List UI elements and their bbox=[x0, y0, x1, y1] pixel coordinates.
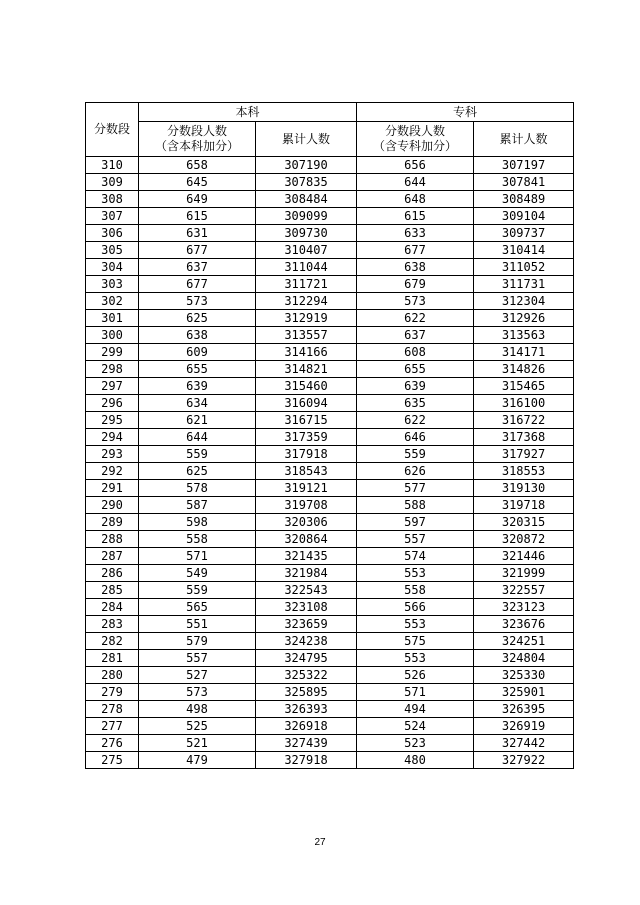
score-cell: 290 bbox=[86, 497, 139, 514]
benke-count-cell: 551 bbox=[139, 616, 256, 633]
table-row bbox=[86, 395, 574, 412]
zhuanke-cumulative-cell: 314826 bbox=[474, 361, 574, 378]
benke-count-cell: 625 bbox=[139, 310, 256, 327]
zhuanke-cumulative-cell: 311731 bbox=[474, 276, 574, 293]
benke-cumulative-cell: 309730 bbox=[256, 225, 357, 242]
zhuanke-count-cell: 494 bbox=[357, 701, 474, 718]
benke-count-cell: 598 bbox=[139, 514, 256, 531]
zhuanke-cumulative-cell: 324251 bbox=[474, 633, 574, 650]
score-column-header: 分数段 bbox=[86, 103, 139, 157]
benke-count-cell: 615 bbox=[139, 208, 256, 225]
zhuanke-cumulative-cell: 307197 bbox=[474, 157, 574, 174]
benke-cumulative-cell: 326393 bbox=[256, 701, 357, 718]
benke-count-cell: 565 bbox=[139, 599, 256, 616]
benke-count-cell: 559 bbox=[139, 446, 256, 463]
zhuanke-count-cell: 577 bbox=[357, 480, 474, 497]
table-header bbox=[86, 103, 574, 157]
zhuanke-count-cell: 679 bbox=[357, 276, 474, 293]
zhuanke-cumulative-cell: 325330 bbox=[474, 667, 574, 684]
benke-cumulative-header: 累计人数 bbox=[256, 122, 357, 157]
benke-count-cell: 549 bbox=[139, 565, 256, 582]
zhuanke-count-cell: 588 bbox=[357, 497, 474, 514]
table-row bbox=[86, 446, 574, 463]
score-cell: 309 bbox=[86, 174, 139, 191]
benke-count-cell: 527 bbox=[139, 667, 256, 684]
table-row bbox=[86, 650, 574, 667]
zhuanke-cumulative-cell: 320315 bbox=[474, 514, 574, 531]
zhuanke-cumulative-cell: 316722 bbox=[474, 412, 574, 429]
table-row bbox=[86, 310, 574, 327]
zhuanke-cumulative-cell: 319718 bbox=[474, 497, 574, 514]
table-body bbox=[86, 157, 574, 769]
zhuanke-count-cell: 524 bbox=[357, 718, 474, 735]
score-cell: 282 bbox=[86, 633, 139, 650]
benke-group-header: 本科 bbox=[139, 103, 357, 122]
score-cell: 300 bbox=[86, 327, 139, 344]
zhuanke-group-header: 专科 bbox=[357, 103, 574, 122]
zhuanke-cumulative-cell: 320872 bbox=[474, 531, 574, 548]
zhuanke-count-cell: 646 bbox=[357, 429, 474, 446]
benke-count-header-line1: 分数段人数 bbox=[166, 124, 227, 138]
table-row bbox=[86, 531, 574, 548]
benke-count-cell: 559 bbox=[139, 582, 256, 599]
score-cell: 308 bbox=[86, 191, 139, 208]
benke-cumulative-cell: 324238 bbox=[256, 633, 357, 650]
benke-count-cell: 645 bbox=[139, 174, 256, 191]
benke-count-cell: 571 bbox=[139, 548, 256, 565]
benke-cumulative-cell: 312294 bbox=[256, 293, 357, 310]
score-cell: 291 bbox=[86, 480, 139, 497]
zhuanke-cumulative-cell: 321446 bbox=[474, 548, 574, 565]
benke-cumulative-cell: 323108 bbox=[256, 599, 357, 616]
zhuanke-cumulative-cell: 317927 bbox=[474, 446, 574, 463]
table-row bbox=[86, 412, 574, 429]
zhuanke-count-cell: 553 bbox=[357, 616, 474, 633]
zhuanke-count-cell: 566 bbox=[357, 599, 474, 616]
table-row bbox=[86, 735, 574, 752]
score-cell: 289 bbox=[86, 514, 139, 531]
score-cell: 279 bbox=[86, 684, 139, 701]
benke-count-cell: 644 bbox=[139, 429, 256, 446]
benke-count-cell: 634 bbox=[139, 395, 256, 412]
zhuanke-count-cell: 635 bbox=[357, 395, 474, 412]
zhuanke-cumulative-cell: 311052 bbox=[474, 259, 574, 276]
score-cell: 310 bbox=[86, 157, 139, 174]
zhuanke-cumulative-cell: 323676 bbox=[474, 616, 574, 633]
table-row bbox=[86, 667, 574, 684]
score-cell: 299 bbox=[86, 344, 139, 361]
table-row bbox=[86, 718, 574, 735]
benke-cumulative-cell: 311721 bbox=[256, 276, 357, 293]
zhuanke-cumulative-cell: 309737 bbox=[474, 225, 574, 242]
zhuanke-cumulative-cell: 321999 bbox=[474, 565, 574, 582]
table-row bbox=[86, 293, 574, 310]
benke-count-cell: 631 bbox=[139, 225, 256, 242]
score-distribution-table bbox=[85, 102, 574, 769]
table-row bbox=[86, 514, 574, 531]
zhuanke-count-cell: 622 bbox=[357, 412, 474, 429]
benke-count-cell: 609 bbox=[139, 344, 256, 361]
score-cell: 296 bbox=[86, 395, 139, 412]
score-cell: 281 bbox=[86, 650, 139, 667]
benke-count-cell: 525 bbox=[139, 718, 256, 735]
zhuanke-count-cell: 608 bbox=[357, 344, 474, 361]
benke-cumulative-cell: 320306 bbox=[256, 514, 357, 531]
benke-count-cell: 649 bbox=[139, 191, 256, 208]
benke-cumulative-cell: 322543 bbox=[256, 582, 357, 599]
zhuanke-cumulative-cell: 326919 bbox=[474, 718, 574, 735]
table-row bbox=[86, 752, 574, 769]
score-cell: 280 bbox=[86, 667, 139, 684]
benke-count-cell: 638 bbox=[139, 327, 256, 344]
zhuanke-count-cell: 553 bbox=[357, 565, 474, 582]
zhuanke-cumulative-cell: 313563 bbox=[474, 327, 574, 344]
table-row bbox=[86, 191, 574, 208]
table-row bbox=[86, 259, 574, 276]
benke-cumulative-cell: 321984 bbox=[256, 565, 357, 582]
benke-cumulative-cell: 309099 bbox=[256, 208, 357, 225]
benke-cumulative-cell: 327439 bbox=[256, 735, 357, 752]
zhuanke-cumulative-cell: 322557 bbox=[474, 582, 574, 599]
table-row bbox=[86, 276, 574, 293]
benke-cumulative-cell: 319708 bbox=[256, 497, 357, 514]
zhuanke-count-cell: 559 bbox=[357, 446, 474, 463]
zhuanke-count-cell: 644 bbox=[357, 174, 474, 191]
zhuanke-cumulative-cell: 312926 bbox=[474, 310, 574, 327]
benke-cumulative-cell: 323659 bbox=[256, 616, 357, 633]
benke-cumulative-cell: 314166 bbox=[256, 344, 357, 361]
score-cell: 295 bbox=[86, 412, 139, 429]
zhuanke-count-cell: 648 bbox=[357, 191, 474, 208]
zhuanke-cumulative-header: 累计人数 bbox=[474, 122, 574, 157]
table-row bbox=[86, 701, 574, 718]
benke-count-cell: 621 bbox=[139, 412, 256, 429]
zhuanke-count-cell: 523 bbox=[357, 735, 474, 752]
score-cell: 275 bbox=[86, 752, 139, 769]
score-cell: 283 bbox=[86, 616, 139, 633]
table-row bbox=[86, 225, 574, 242]
score-cell: 294 bbox=[86, 429, 139, 446]
zhuanke-count-cell: 574 bbox=[357, 548, 474, 565]
benke-cumulative-cell: 313557 bbox=[256, 327, 357, 344]
score-cell: 306 bbox=[86, 225, 139, 242]
benke-count-cell: 557 bbox=[139, 650, 256, 667]
zhuanke-count-cell: 638 bbox=[357, 259, 474, 276]
benke-count-cell: 625 bbox=[139, 463, 256, 480]
zhuanke-count-cell: 639 bbox=[357, 378, 474, 395]
zhuanke-cumulative-cell: 327442 bbox=[474, 735, 574, 752]
zhuanke-count-cell: 553 bbox=[357, 650, 474, 667]
benke-cumulative-cell: 317918 bbox=[256, 446, 357, 463]
zhuanke-count-cell: 575 bbox=[357, 633, 474, 650]
benke-count-cell: 658 bbox=[139, 157, 256, 174]
benke-count-header bbox=[139, 122, 256, 157]
table-row bbox=[86, 378, 574, 395]
score-cell: 284 bbox=[86, 599, 139, 616]
score-cell: 303 bbox=[86, 276, 139, 293]
zhuanke-count-cell: 480 bbox=[357, 752, 474, 769]
score-cell: 286 bbox=[86, 565, 139, 582]
table-row bbox=[86, 582, 574, 599]
page-number: 27 bbox=[314, 837, 326, 848]
benke-count-cell: 637 bbox=[139, 259, 256, 276]
zhuanke-cumulative-cell: 324804 bbox=[474, 650, 574, 667]
benke-count-cell: 655 bbox=[139, 361, 256, 378]
table-row bbox=[86, 208, 574, 225]
benke-cumulative-cell: 316094 bbox=[256, 395, 357, 412]
zhuanke-count-cell: 677 bbox=[357, 242, 474, 259]
benke-count-cell: 639 bbox=[139, 378, 256, 395]
table-row bbox=[86, 463, 574, 480]
benke-cumulative-cell: 327918 bbox=[256, 752, 357, 769]
zhuanke-count-cell: 615 bbox=[357, 208, 474, 225]
benke-count-cell: 479 bbox=[139, 752, 256, 769]
score-cell: 301 bbox=[86, 310, 139, 327]
zhuanke-count-cell: 558 bbox=[357, 582, 474, 599]
benke-cumulative-cell: 325322 bbox=[256, 667, 357, 684]
benke-cumulative-cell: 320864 bbox=[256, 531, 357, 548]
benke-count-cell: 587 bbox=[139, 497, 256, 514]
benke-count-cell: 578 bbox=[139, 480, 256, 497]
zhuanke-count-header-line1: 分数段人数 bbox=[385, 124, 446, 138]
benke-count-cell: 521 bbox=[139, 735, 256, 752]
score-cell: 276 bbox=[86, 735, 139, 752]
zhuanke-count-cell: 637 bbox=[357, 327, 474, 344]
zhuanke-cumulative-cell: 316100 bbox=[474, 395, 574, 412]
zhuanke-count-cell: 557 bbox=[357, 531, 474, 548]
score-cell: 297 bbox=[86, 378, 139, 395]
score-cell: 298 bbox=[86, 361, 139, 378]
benke-cumulative-cell: 307835 bbox=[256, 174, 357, 191]
table-row bbox=[86, 429, 574, 446]
table-row bbox=[86, 548, 574, 565]
zhuanke-cumulative-cell: 309104 bbox=[474, 208, 574, 225]
table-row bbox=[86, 174, 574, 191]
benke-cumulative-cell: 310407 bbox=[256, 242, 357, 259]
benke-cumulative-cell: 315460 bbox=[256, 378, 357, 395]
table-row bbox=[86, 497, 574, 514]
zhuanke-count-cell: 656 bbox=[357, 157, 474, 174]
zhuanke-count-cell: 626 bbox=[357, 463, 474, 480]
score-cell: 288 bbox=[86, 531, 139, 548]
benke-count-cell: 677 bbox=[139, 276, 256, 293]
benke-cumulative-cell: 317359 bbox=[256, 429, 357, 446]
benke-cumulative-cell: 308484 bbox=[256, 191, 357, 208]
zhuanke-count-cell: 526 bbox=[357, 667, 474, 684]
score-cell: 278 bbox=[86, 701, 139, 718]
zhuanke-cumulative-cell: 325901 bbox=[474, 684, 574, 701]
zhuanke-count-cell: 571 bbox=[357, 684, 474, 701]
zhuanke-cumulative-cell: 314171 bbox=[474, 344, 574, 361]
score-cell: 287 bbox=[86, 548, 139, 565]
table-row bbox=[86, 361, 574, 378]
score-cell: 304 bbox=[86, 259, 139, 276]
table-row bbox=[86, 344, 574, 361]
benke-cumulative-cell: 311044 bbox=[256, 259, 357, 276]
zhuanke-cumulative-cell: 312304 bbox=[474, 293, 574, 310]
zhuanke-cumulative-cell: 319130 bbox=[474, 480, 574, 497]
benke-cumulative-cell: 316715 bbox=[256, 412, 357, 429]
score-cell: 285 bbox=[86, 582, 139, 599]
zhuanke-cumulative-cell: 326395 bbox=[474, 701, 574, 718]
table-row bbox=[86, 565, 574, 582]
benke-cumulative-cell: 319121 bbox=[256, 480, 357, 497]
table-row bbox=[86, 633, 574, 650]
table-row bbox=[86, 327, 574, 344]
zhuanke-count-header bbox=[357, 122, 474, 157]
benke-count-cell: 677 bbox=[139, 242, 256, 259]
zhuanke-cumulative-cell: 310414 bbox=[474, 242, 574, 259]
benke-cumulative-cell: 324795 bbox=[256, 650, 357, 667]
score-cell: 277 bbox=[86, 718, 139, 735]
score-cell: 305 bbox=[86, 242, 139, 259]
benke-cumulative-cell: 307190 bbox=[256, 157, 357, 174]
zhuanke-cumulative-cell: 318553 bbox=[474, 463, 574, 480]
benke-count-cell: 498 bbox=[139, 701, 256, 718]
zhuanke-cumulative-cell: 308489 bbox=[474, 191, 574, 208]
zhuanke-count-cell: 622 bbox=[357, 310, 474, 327]
zhuanke-count-cell: 633 bbox=[357, 225, 474, 242]
benke-cumulative-cell: 318543 bbox=[256, 463, 357, 480]
zhuanke-cumulative-cell: 315465 bbox=[474, 378, 574, 395]
zhuanke-cumulative-cell: 323123 bbox=[474, 599, 574, 616]
benke-cumulative-cell: 321435 bbox=[256, 548, 357, 565]
benke-count-cell: 579 bbox=[139, 633, 256, 650]
score-cell: 293 bbox=[86, 446, 139, 463]
table-row bbox=[86, 599, 574, 616]
benke-cumulative-cell: 312919 bbox=[256, 310, 357, 327]
benke-count-cell: 573 bbox=[139, 293, 256, 310]
zhuanke-count-header-line2: （含专科加分） bbox=[373, 139, 458, 153]
zhuanke-count-cell: 573 bbox=[357, 293, 474, 310]
table-row bbox=[86, 157, 574, 174]
score-cell: 302 bbox=[86, 293, 139, 310]
zhuanke-cumulative-cell: 307841 bbox=[474, 174, 574, 191]
zhuanke-count-cell: 597 bbox=[357, 514, 474, 531]
table-row bbox=[86, 480, 574, 497]
zhuanke-cumulative-cell: 327922 bbox=[474, 752, 574, 769]
table-row bbox=[86, 242, 574, 259]
score-cell: 292 bbox=[86, 463, 139, 480]
benke-cumulative-cell: 314821 bbox=[256, 361, 357, 378]
benke-count-cell: 558 bbox=[139, 531, 256, 548]
table-row bbox=[86, 684, 574, 701]
benke-cumulative-cell: 325895 bbox=[256, 684, 357, 701]
benke-count-header-line2: （含本科加分） bbox=[154, 139, 239, 153]
benke-count-cell: 573 bbox=[139, 684, 256, 701]
benke-cumulative-cell: 326918 bbox=[256, 718, 357, 735]
zhuanke-cumulative-cell: 317368 bbox=[474, 429, 574, 446]
score-cell: 307 bbox=[86, 208, 139, 225]
table-row bbox=[86, 616, 574, 633]
zhuanke-count-cell: 655 bbox=[357, 361, 474, 378]
